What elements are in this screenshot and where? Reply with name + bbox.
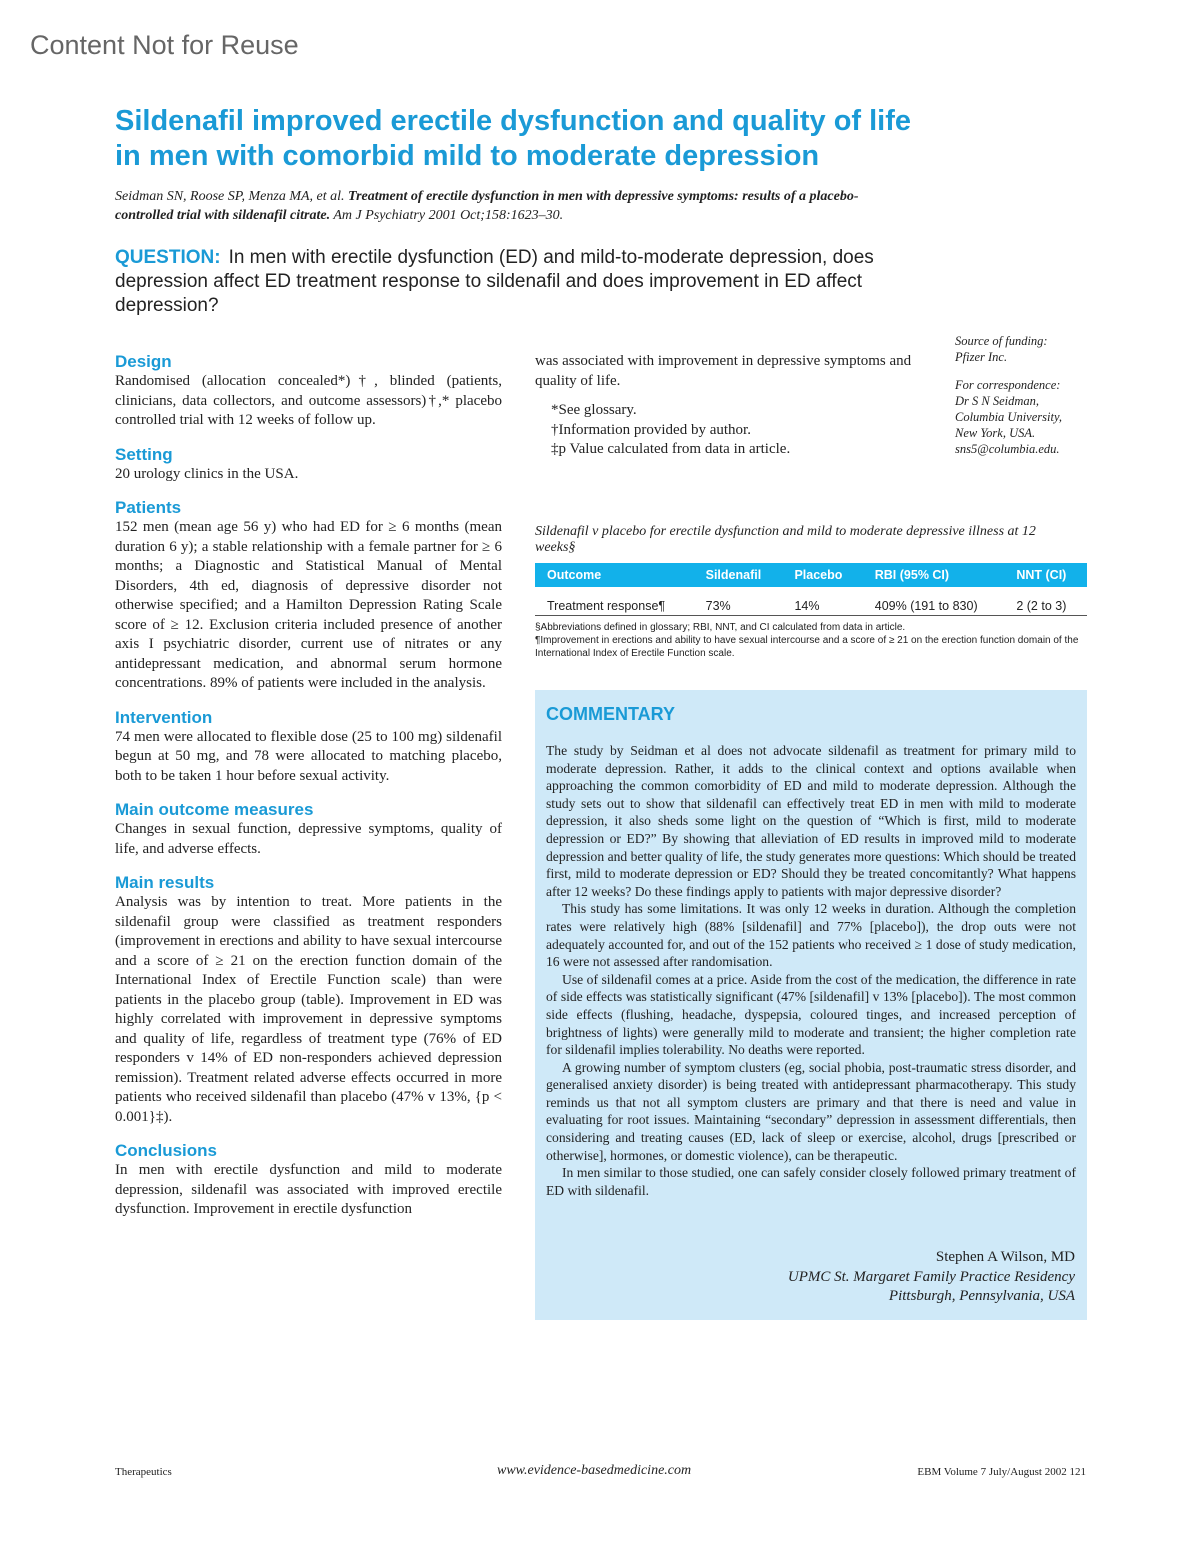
section-heading: Intervention: [115, 707, 213, 727]
column-header: Outcome: [535, 563, 694, 587]
table-cell: 409% (191 to 830): [863, 587, 1005, 616]
table-cell: 2 (2 to 3): [1004, 587, 1087, 616]
column-header: RBI (95% CI): [863, 563, 1005, 587]
section-conclusions: [115, 1141, 502, 1220]
table-cell: Treatment response¶: [535, 587, 694, 616]
column-header: Placebo: [782, 563, 862, 587]
column-header: Sildenafil: [694, 563, 783, 587]
commentary-signature: [788, 1248, 1075, 1307]
section-outcomes: [115, 800, 502, 859]
footnotes: [551, 401, 923, 460]
table-notes: [535, 621, 1087, 660]
section-text: 20 urology clinics in the USA.: [115, 465, 299, 482]
section-intervention: [115, 708, 502, 787]
question-label: QUESTION:: [115, 247, 221, 268]
section-heading: Setting: [115, 444, 173, 464]
table-header-row: [535, 563, 1087, 587]
question-text: In men with erectile dysfunction (ED) and mild-to-moderate depression, does depression affect ED treatment response to sildenafil and does improvement in ED affect depression?: [115, 247, 874, 316]
table-note: §Abbreviations defined in glossary; RBI, NNT, and CI calculated from data in article.: [535, 622, 906, 633]
funding: Pfizer Inc.: [955, 350, 1008, 364]
citation: [115, 187, 915, 225]
corr-line: Columbia University,: [955, 410, 1062, 424]
footer-website-link[interactable]: www.evidence-basedmedicine.com: [497, 1463, 692, 1478]
footnote: †Information provided by author.: [551, 421, 751, 438]
commentary-paragraph: In men similar to those studied, one can safely consider closely followed primary treatment of ED with sildenafil.: [546, 1165, 1076, 1198]
section-heading: Conclusions: [115, 1141, 218, 1160]
section-text: Changes in sexual function, depressive symptoms, quality of life, and adverse effects.: [115, 821, 502, 857]
section-text: Analysis was by intention to treat. More patients in the sildenafil group were classified as treatment responders (improvement in erections and ability to have sexual intercourse and a score of ≥ 21 on the erection function domain of the International Index of Erectile Function scale) than were patients in the placebo group (table). Improvement in ED was highly correlated with improvement in depressive symptoms and quality of life, regardless of treatment type (76% of ED responders v 14% of ED non-responders achieved depression remission). Treatment related adverse effects occurred in more patients who received sildenafil than placebo (47% v 13%, {p < 0.001}‡).: [115, 894, 502, 1125]
commentary-paragraph: This study has some limitations. It was only 12 weeks in duration. Although the completion rates were relatively high (88% [sildenafil] and 77% [placebo]), the drop outs were not adequately accounted for, and out of the 152 patients who received ≥ 1 dose of study medication, 16 were not assessed after randomisation.: [546, 901, 1076, 970]
results-table: [535, 563, 1087, 616]
section-heading: Patients: [115, 498, 182, 517]
section-setting: [115, 445, 502, 485]
commentary-heading: COMMENTARY: [546, 704, 675, 724]
section-text: 152 men (mean age 56 y) who had ED for ≥ 6 months (mean duration 6 y); a stable relationship with a female partner for ≥ 6 months; a Diagnostic and Statistical Manual of Mental Disorders, 4th ed, diagnosis of depressive disorder not otherwise specified; and a Hamilton Depression Rating Scale score of ≥ 12. Exclusion criteria included presence of another axis I psychiatric disorder, current use of nitrates or any antidepressant medication, and abnormal serum hormone concentrations. 89% of patients were included in the analysis.: [115, 519, 502, 691]
sidebar: [955, 333, 1090, 469]
commentary-paragraph: Use of sildenafil comes at a price. Aside from the cost of the medication, the difference in rate of side effects was statistically significant (47% [sildenafil] v 13% [placebo]). The most common side effects (flushing, headache, dyspepsia, coloured tinges, and increased perception of brightness of lights) were generally mild to moderate and transient; the higher completion rate for sildenafil implies tolerability. No deaths were reported.: [546, 971, 1076, 1058]
conclusion-continued: was associated with improvement in depressive symptoms and quality of life.: [535, 353, 912, 389]
footnote: ‡p Value calculated from data in article.: [551, 441, 791, 457]
citation-authors: Seidman SN, Roose SP, Menza MA, et al.: [115, 189, 345, 204]
table-caption: Sildenafil v placebo for erectile dysfunction and mild to moderate depressive illness at 12 weeks§: [535, 524, 1036, 555]
footer-section: Therapeutics: [115, 1466, 172, 1478]
corr-email[interactable]: sns5@columbia.edu.: [955, 442, 1060, 456]
author-location: Pittsburgh, Pennsylvania, USA: [888, 1288, 1075, 1304]
section-heading: Main outcome measures: [115, 800, 314, 819]
footnote: *See glossary.: [551, 402, 637, 418]
middle-column: [535, 352, 923, 460]
funding-label: Source of funding:: [955, 334, 1048, 348]
section-heading: Design: [115, 352, 172, 371]
section-results: [115, 873, 502, 1127]
author-affiliation: UPMC St. Margaret Family Practice Residency: [787, 1268, 1075, 1285]
corr-line: Dr S N Seidman,: [955, 394, 1040, 408]
section-text: In men with erectile dysfunction and mild to moderate depression, sildenafil was associated with improved erectile dysfunction. Improvement in erectile dysfunction: [115, 1162, 502, 1217]
section-patients: [115, 498, 502, 694]
section-heading: Main results: [115, 873, 215, 892]
section-design: [115, 352, 502, 431]
commentary-paragraph: A growing number of symptom clusters (eg, social phobia, post-traumatic stress disorder, and generalised anxiety disorder) is being treated with antidepressant pharmacotherapy. This study reminds us that not all symptom clusters are primary and that there is need and value in evaluating for root issues. Maintaining “secondary” depression in assessment differentials, then considering and treating causes (ED, lack of sleep or exercise, alcohol, drugs [prescribed or otherwise], hormones, or domestic violence), can be therapeutic.: [546, 1059, 1076, 1163]
footer-page-info: EBM Volume 7 July/August 2002 121: [917, 1466, 1086, 1478]
question: [115, 246, 935, 318]
reuse-notice: Content Not for Reuse: [30, 30, 299, 60]
commentary-author: Stephen A Wilson, MD: [935, 1249, 1075, 1265]
commentary-paragraph: The study by Seidman et al does not advocate sildenafil as treatment for primary mild to moderate depression. Rather, it adds to the clinical context and options available when approaching the common comorbidity of ED and mild to moderate depression. Although the study sets out to show that sildenafil can effectively treat ED in men with mild to moderate depression, it also sheds some light on the question of “Which is first, mild to moderate depression or ED?” By showing that alleviation of ED results in improved mild to moderate depression and better quality of life, the study generates more questions: Which should be treated first, mild to moderate depression or ED? Should they be treated concomitantly? What happens after 12 weeks? Do these findings apply to patients with major depressive disorder?: [546, 743, 1076, 899]
article-title: Sildenafil improved erectile dysfunction and quality of life in men with comorbid mild to moderate depression: [115, 105, 912, 172]
section-text: 74 men were allocated to flexible dose (25 to 100 mg) sildenafil begun at 50 mg, and 78 were allocated to matching placebo, both to be taken 1 hour before sexual activity.: [115, 728, 502, 784]
section-text: Randomised (allocation concealed*)†, blinded (patients, clinicians, data collectors, and outcome assessors)†,* placebo controlled trial with 12 weeks of follow up.: [115, 373, 502, 428]
commentary-body: [546, 742, 1076, 1199]
table-cell: 73%: [694, 587, 783, 616]
correspondence-label: For correspondence:: [955, 378, 1061, 392]
citation-journal: Am J Psychiatry 2001 Oct;158:1623–30.: [333, 208, 564, 223]
corr-line: New York, USA.: [955, 426, 1036, 440]
column-header: NNT (CI): [1004, 563, 1087, 587]
citation-article: Treatment of erectile dysfunction in men with depressive symptoms: results of a placebo-controlled trial with sildenafil citrate.: [115, 189, 859, 223]
table-cell: 14%: [782, 587, 862, 616]
commentary-box: [535, 690, 1087, 1320]
table-row: [535, 587, 1087, 616]
left-column: [115, 352, 502, 1234]
table-note: ¶Improvement in erections and ability to have sexual intercourse and a score of ≥ 21 on the erection function domain of the International Index of Erectile Function scale.: [535, 635, 1079, 659]
